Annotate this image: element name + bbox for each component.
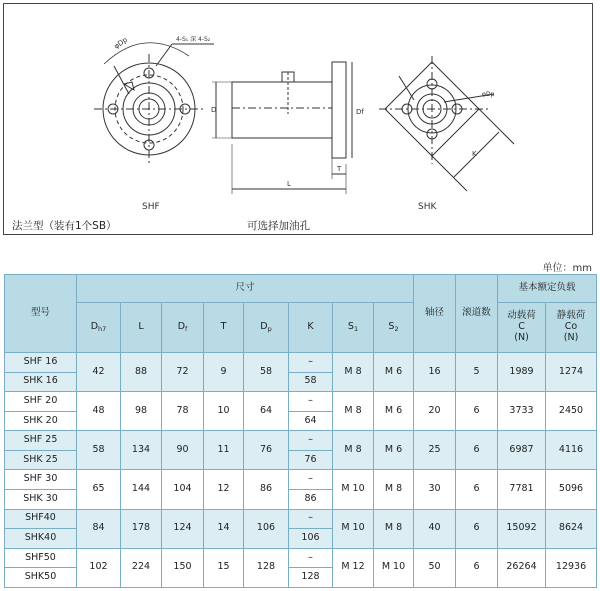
model-cell-shk: SHK40: [5, 529, 77, 549]
cell-l: 134: [121, 431, 162, 470]
cell-s2: M 8: [374, 509, 414, 548]
cell-k-shk: 106: [289, 529, 333, 549]
cell-balls: 6: [456, 509, 498, 548]
cell-dr: 58: [77, 431, 121, 470]
cell-df: 72: [162, 353, 204, 392]
cell-c: 26264: [498, 548, 546, 587]
header-df: $D_f$: [162, 303, 204, 353]
cell-s2: M 8: [374, 470, 414, 509]
drawing-svg: [4, 4, 594, 236]
model-cell-shk: SHK 16: [5, 372, 77, 392]
dim-label-k: K: [472, 150, 477, 158]
cell-df: 104: [162, 470, 204, 509]
cell-dp: 106: [244, 509, 289, 548]
cell-dr: 65: [77, 470, 121, 509]
cell-d: 25: [414, 431, 456, 470]
spec-table: [4, 274, 597, 588]
header-model: 型号: [5, 275, 77, 353]
header-k: K: [289, 303, 333, 353]
cell-co: 5096: [546, 470, 597, 509]
cell-k-shf: –: [289, 392, 333, 412]
cell-co: 2450: [546, 392, 597, 431]
header-l: L: [121, 303, 162, 353]
cell-c: 6987: [498, 431, 546, 470]
cell-dp: 64: [244, 392, 289, 431]
model-cell-shf: SHF50: [5, 548, 77, 568]
header-load: 基本额定负载: [498, 275, 597, 303]
header-stat: 静载荷 Co (N): [546, 303, 597, 353]
unit-label: 单位：mm: [542, 263, 592, 274]
cell-d: 50: [414, 548, 456, 587]
cell-df: 150: [162, 548, 204, 587]
cell-s2: M 6: [374, 431, 414, 470]
cell-s2: M 10: [374, 548, 414, 587]
cell-s1: M 12: [333, 548, 374, 587]
header-dr: $D_{h7}$: [77, 303, 121, 353]
dim-label-dp-right: φDp: [482, 91, 495, 98]
header-s1: $S_1$: [333, 303, 374, 353]
dim-label-dp-left: φDp: [112, 35, 129, 51]
table-row: [5, 509, 597, 529]
cell-k-shk: 86: [289, 490, 333, 510]
cell-co: 4116: [546, 431, 597, 470]
cell-dr: 42: [77, 353, 121, 392]
cell-co: 12936: [546, 548, 597, 587]
cell-balls: 6: [456, 392, 498, 431]
cell-c: 3733: [498, 392, 546, 431]
cell-balls: 6: [456, 470, 498, 509]
cell-dp: 58: [244, 353, 289, 392]
cell-k-shk: 64: [289, 411, 333, 431]
cell-k-shk: 128: [289, 568, 333, 588]
header-dyn: 动载荷 C (N): [498, 303, 546, 353]
cell-k-shf: –: [289, 431, 333, 451]
table-row: [5, 431, 597, 451]
cell-df: 124: [162, 509, 204, 548]
technical-drawing: [3, 3, 593, 235]
cell-balls: 6: [456, 548, 498, 587]
model-cell-shk: SHK 25: [5, 450, 77, 470]
cell-dr: 48: [77, 392, 121, 431]
cell-d: 30: [414, 470, 456, 509]
model-cell-shf: SHF 16: [5, 353, 77, 373]
cell-dr: 102: [77, 548, 121, 587]
cell-l: 98: [121, 392, 162, 431]
note-oil-hole: 可选择加油孔: [247, 220, 310, 232]
cell-s2: M 6: [374, 353, 414, 392]
dim-label-t: T: [337, 165, 342, 173]
cell-co: 8624: [546, 509, 597, 548]
cell-s1: M 8: [333, 392, 374, 431]
cell-dp: 86: [244, 470, 289, 509]
header-s2: $S_2$: [374, 303, 414, 353]
dim-label-l: L: [287, 180, 291, 188]
header-balls: 滚道数: [456, 275, 498, 353]
cell-l: 88: [121, 353, 162, 392]
dim-label-df: Df: [356, 108, 364, 116]
caption-shk: SHK: [418, 202, 437, 212]
cell-dr: 84: [77, 509, 121, 548]
cell-t: 12: [204, 470, 244, 509]
cell-k-shf: –: [289, 509, 333, 529]
table-row: [5, 353, 597, 373]
model-cell-shk: SHK 30: [5, 490, 77, 510]
cell-t: 14: [204, 509, 244, 548]
cell-t: 15: [204, 548, 244, 587]
table-row: [5, 470, 597, 490]
cell-df: 90: [162, 431, 204, 470]
cell-l: 224: [121, 548, 162, 587]
model-cell-shf: SHF 25: [5, 431, 77, 451]
header-dp: $D_p$: [244, 303, 289, 353]
cell-s1: M 10: [333, 470, 374, 509]
cell-l: 144: [121, 470, 162, 509]
header-dims: 尺寸: [77, 275, 414, 303]
cell-k-shk: 76: [289, 450, 333, 470]
spec-table-body: [5, 353, 597, 588]
cell-c: 7781: [498, 470, 546, 509]
cell-df: 78: [162, 392, 204, 431]
cell-t: 9: [204, 353, 244, 392]
note-flange-type: 法兰型（装有1个SB）: [12, 220, 117, 232]
cell-t: 10: [204, 392, 244, 431]
model-cell-shk: SHK50: [5, 568, 77, 588]
cell-c: 15092: [498, 509, 546, 548]
model-cell-shf: SHF 30: [5, 470, 77, 490]
cell-s1: M 10: [333, 509, 374, 548]
cell-s1: M 8: [333, 353, 374, 392]
cell-balls: 5: [456, 353, 498, 392]
cell-k-shf: –: [289, 353, 333, 373]
table-row: [5, 392, 597, 412]
cell-d: 20: [414, 392, 456, 431]
cell-dp: 128: [244, 548, 289, 587]
model-cell-shf: SHF40: [5, 509, 77, 529]
cell-co: 1274: [546, 353, 597, 392]
cell-s1: M 8: [333, 431, 374, 470]
cell-l: 178: [121, 509, 162, 548]
cell-c: 1989: [498, 353, 546, 392]
cell-k-shf: –: [289, 470, 333, 490]
cell-k-shf: –: [289, 548, 333, 568]
cell-k-shk: 58: [289, 372, 333, 392]
header-t: T: [204, 303, 244, 353]
caption-shf: SHF: [142, 202, 160, 212]
cell-d: 40: [414, 509, 456, 548]
dim-label-d: D: [211, 106, 217, 114]
model-cell-shf: SHF 20: [5, 392, 77, 412]
cell-t: 11: [204, 431, 244, 470]
header-shaft: 轴径: [414, 275, 456, 353]
cell-dp: 76: [244, 431, 289, 470]
table-row: [5, 548, 597, 568]
dim-label-s: 4-S₁ 深 4-S₂: [176, 36, 211, 43]
cell-balls: 6: [456, 431, 498, 470]
model-cell-shk: SHK 20: [5, 411, 77, 431]
cell-d: 16: [414, 353, 456, 392]
cell-s2: M 6: [374, 392, 414, 431]
